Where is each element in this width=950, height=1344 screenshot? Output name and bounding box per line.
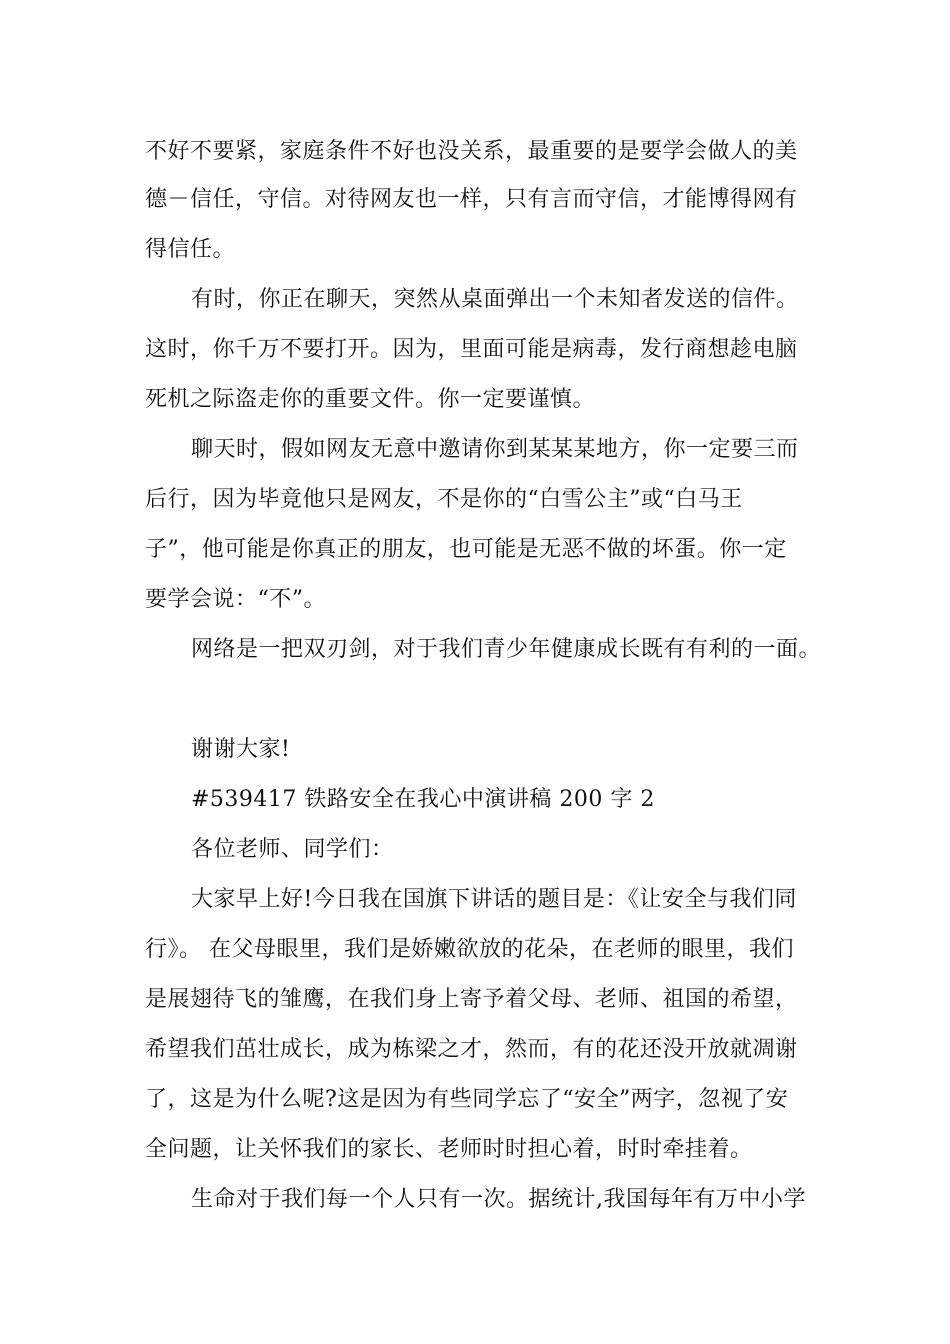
text-line: 了，这是为什么呢?这是因为有些同学忘了“安全”两字，忽视了安 — [145, 1087, 789, 1112]
paragraph-start-line: 网络是一把双刃剑，对于我们青少年健康成长既有有利的一面。 — [191, 637, 822, 662]
text-line: 这时，你千万不要打开。因为，里面可能是病毒，发行商想趁电脑 — [145, 337, 798, 362]
paragraph-start-line: 有时，你正在聊天，突然从桌面弹出一个未知者发送的信件。 — [191, 287, 799, 312]
section-title: #539417 铁路安全在我心中演讲稿 200 字 2 — [191, 787, 655, 812]
text-line: 是展翅待飞的雏鹰，在我们身上寄予着父母、老师、祖国的希望， — [145, 987, 798, 1012]
text-line: 得信任。 — [145, 237, 236, 262]
paragraph-start-line: 聊天时，假如网友无意中邀请你到某某某地方，你一定要三而 — [191, 437, 799, 462]
text-line: 全问题，让关怀我们的家长、老师时时担心着，时时牵挂着。 — [145, 1137, 753, 1162]
paragraph-start-line: 生命对于我们每一个人只有一次。据统计,我国每年有万中小学 — [191, 1187, 806, 1212]
text-line: 子”，他可能是你真正的朋友，也可能是无恶不做的坏蛋。你一定 — [145, 537, 787, 562]
paragraph-start-line: 大家早上好!今日我在国旗下讲话的题目是：《让安全与我们同 — [191, 887, 797, 912]
text-line: 希望我们茁壮成长，成为栋梁之才，然而，有的花还没开放就凋谢 — [145, 1037, 798, 1062]
text-line: 行》。 在父母眼里，我们是娇嫩欲放的花朵，在老师的眼里，我们 — [145, 937, 794, 962]
closing-line: 谢谢大家! — [191, 737, 291, 762]
text-line: 后行，因为毕竟他只是网友，不是你的“白雪公主”或“白马王 — [145, 487, 743, 512]
text-line: 死机之际盗走你的重要文件。你一定要谨慎。 — [145, 387, 596, 412]
text-line: 德－信任，守信。对待网友也一样，只有言而守信，才能博得网有 — [145, 187, 798, 212]
salutation-line: 各位老师、同学们： — [191, 837, 394, 862]
text-line: 不好不要紧，家庭条件不好也没关系，最重要的是要学会做人的美 — [145, 139, 798, 164]
text-line: 要学会说：“不”。 — [145, 587, 326, 612]
